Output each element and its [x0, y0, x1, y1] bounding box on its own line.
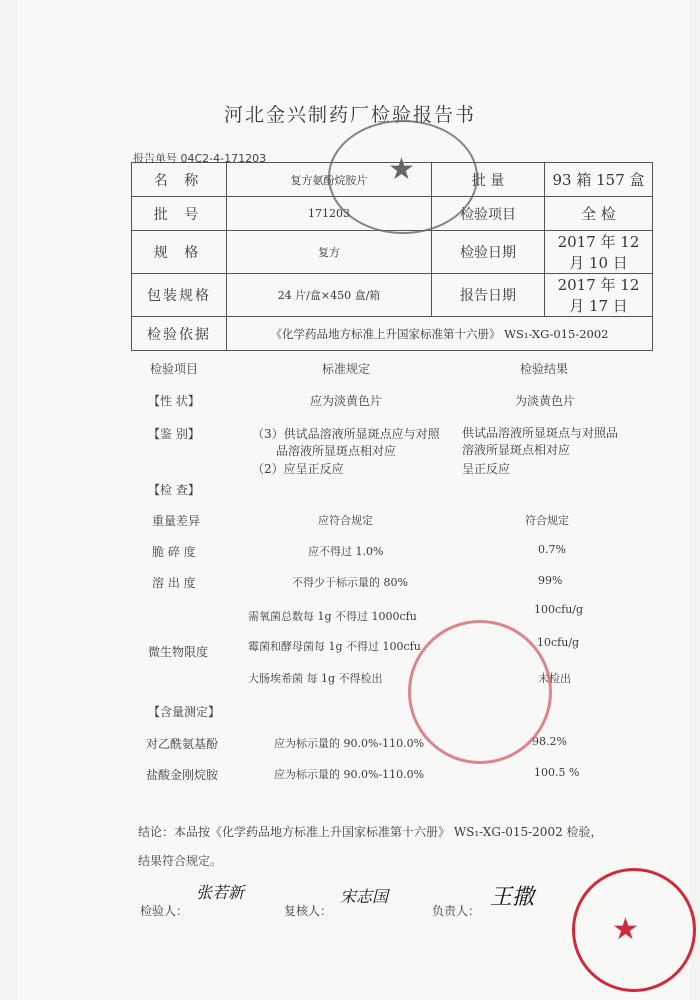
responsible-signature: 王撒: [490, 885, 535, 910]
responsible-label: 负责人：: [432, 904, 481, 918]
check-standard: 应不得过 1.0%: [308, 545, 384, 558]
label-batch-size: 批 量: [432, 163, 545, 197]
label-name: 名 称: [132, 163, 227, 197]
micro-result: 未检出: [538, 672, 571, 685]
identify-standard-2: （2）应呈正反应: [252, 462, 344, 476]
report-title: 河北金兴制药厂检验报告书: [223, 104, 476, 126]
assay-standard: 应为标示量的 90.0%-110.0%: [274, 768, 425, 781]
info-row: [132, 317, 653, 351]
section-check: 【检 查】: [148, 483, 200, 497]
label-report-date: 报告日期: [432, 274, 545, 317]
assay-result: 98.2%: [532, 735, 567, 748]
label-test-items: 检验项目: [432, 197, 545, 231]
micro-standard: 大肠埃希菌 每 1g 不得检出: [248, 672, 383, 685]
value-test-date: 2017 年 12 月 10 日: [545, 231, 653, 274]
value-report-date: 2017 年 12 月 17 日: [545, 274, 653, 317]
identify-result-2: 呈正反应: [462, 462, 511, 476]
value-package: 24 片/盒×450 盒/箱: [227, 274, 432, 317]
micro-item: 微生物限度: [148, 645, 209, 659]
character-result: 为淡黄色片: [515, 394, 576, 408]
value-test-items: 全 检: [545, 197, 653, 231]
value-batch-size: 93 箱 157 盒: [545, 163, 653, 197]
micro-result: 10cfu/g: [537, 636, 580, 649]
label-basis: 检验依据: [132, 317, 227, 351]
check-standard: 不得少于标示量的 80%: [292, 576, 408, 589]
identify-standard-1a: （3）供试品溶液所显斑点应与对照: [252, 427, 440, 441]
identify-result-1b: 溶液所显斑点相对应: [462, 443, 571, 457]
reviewer-signature: 宋志国: [340, 887, 389, 906]
section-character: 【性 状】: [148, 394, 200, 408]
identify-result-1a: 供试品溶液所显斑点与对照品: [462, 426, 619, 440]
info-row: [132, 231, 653, 274]
label-spec: 规 格: [132, 231, 227, 274]
check-result: 99%: [538, 574, 563, 587]
section-assay: 【含量测定】: [148, 705, 221, 719]
stamp-star-icon: ★: [612, 912, 639, 947]
value-basis: 《化学药品地方标准上升国家标准第十六册》 WS₁-XG-015-2002: [227, 317, 653, 351]
info-row: [132, 274, 653, 317]
conclusion-line-2: 结果符合规定。: [138, 854, 223, 868]
inspector-label: 检验人：: [140, 904, 189, 918]
conclusion-line-1: 结论：本品按《化学药品地方标准上升国家标准第十六册》 WS₁-XG-015-2002 检验，: [138, 825, 603, 839]
assay-item: 对乙酰氨基酚: [146, 737, 219, 751]
section-identify: 【鉴 别】: [148, 427, 200, 441]
check-item: 溶 出 度: [152, 576, 196, 590]
header-item: 检验项目: [150, 362, 199, 376]
value-spec: 复方: [227, 231, 432, 274]
micro-standard: 霉菌和酵母菌每 1g 不得过 100cfu: [248, 640, 421, 653]
header-result: 检验结果: [520, 362, 569, 376]
assay-standard: 应为标示量的 90.0%-110.0%: [274, 737, 425, 750]
inspector-signature: 张若新: [196, 883, 245, 902]
label-test-date: 检验日期: [432, 231, 545, 274]
reviewer-label: 复核人：: [284, 904, 333, 918]
micro-standard: 需氧菌总数每 1g 不得过 1000cfu: [248, 610, 417, 623]
label-package: 包装规格: [132, 274, 227, 317]
character-standard: 应为淡黄色片: [310, 394, 383, 408]
check-result: 符合规定: [525, 514, 569, 527]
assay-item: 盐酸金刚烷胺: [146, 768, 219, 782]
header-standard: 标准规定: [322, 362, 371, 376]
check-item: 脆 碎 度: [152, 545, 196, 559]
check-standard: 应符合规定: [318, 514, 373, 527]
value-batch-no: 171203: [227, 197, 432, 231]
check-result: 0.7%: [538, 543, 566, 556]
quality-stamp: [408, 620, 552, 764]
stamp-star-icon: ★: [388, 152, 415, 187]
label-batch-no: 批 号: [132, 197, 227, 231]
report-number: 报告单号 04C2-4-171203: [133, 152, 267, 165]
micro-result: 100cfu/g: [534, 603, 584, 616]
value-name: 复方氨酚烷胺片: [227, 163, 432, 197]
identify-standard-1b: 品溶液所显斑点相对应: [276, 444, 397, 458]
check-item: 重量差异: [152, 514, 201, 528]
assay-result: 100.5 %: [534, 766, 580, 779]
